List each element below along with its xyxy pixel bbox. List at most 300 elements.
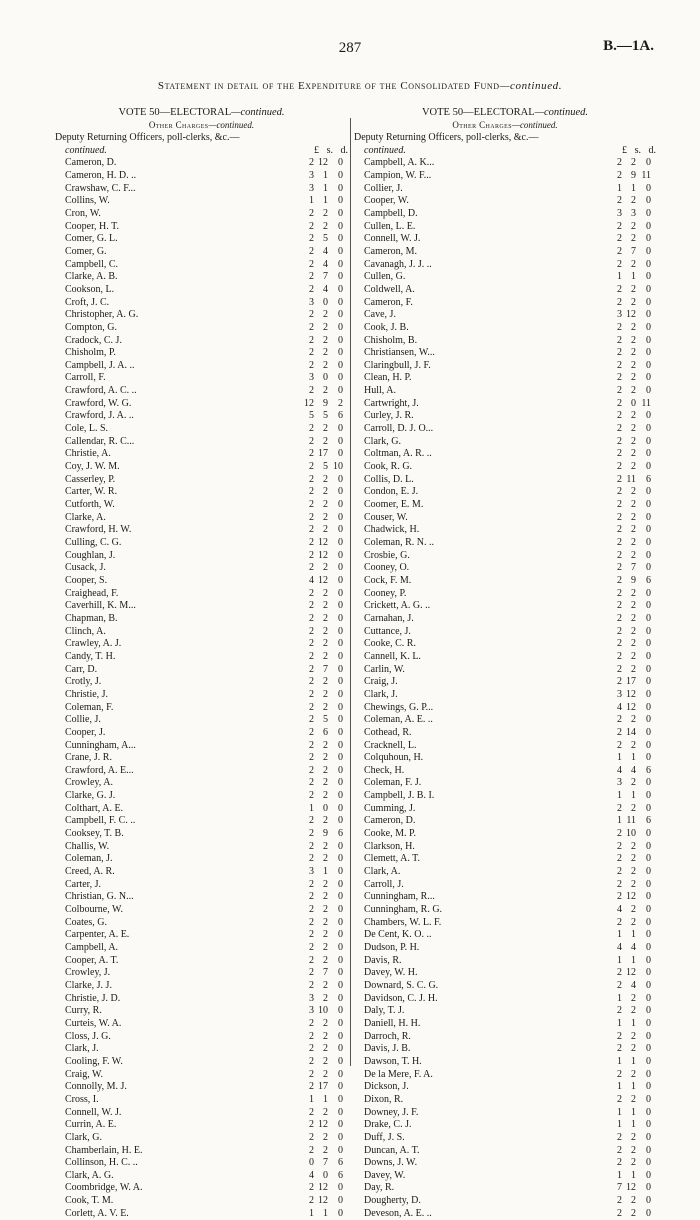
right-vote-title: VOTE 50—ELECTORAL xyxy=(421,107,535,118)
row-name-cell xyxy=(354,752,605,765)
row-pence: 0 xyxy=(646,904,651,916)
row-name: Davis, J. B. xyxy=(364,1043,411,1055)
row-pence: 0 xyxy=(646,499,651,511)
row-amount xyxy=(605,689,651,702)
row-amount xyxy=(605,512,651,525)
row-amount xyxy=(297,626,343,639)
row-name-cell xyxy=(55,752,297,765)
row-shillings: 2 xyxy=(323,942,328,953)
table-row xyxy=(55,588,348,601)
row-amount xyxy=(297,259,343,272)
row-name-cell xyxy=(55,259,297,272)
row-name: Crawford, H. W. xyxy=(65,524,132,536)
row-name-cell xyxy=(354,157,605,170)
row-pounds: 1 xyxy=(309,1207,314,1219)
row-name-cell xyxy=(354,183,605,196)
row-pounds: 2 xyxy=(309,790,314,802)
row-name-cell xyxy=(55,929,297,942)
row-name: Cusack, J. xyxy=(65,562,106,574)
row-name-cell xyxy=(354,1119,605,1132)
row-pence: 0 xyxy=(646,562,651,574)
row-name: Dixon, R. xyxy=(364,1093,404,1105)
row-name-cell xyxy=(55,360,297,373)
table-row xyxy=(55,322,348,335)
row-pounds: 2 xyxy=(309,1144,314,1156)
row-shillings: 2 xyxy=(323,207,328,219)
row-pence: 0 xyxy=(338,726,343,738)
row-amount xyxy=(605,803,651,816)
row-name: Comer, G. L. xyxy=(65,233,118,245)
row-shillings: 5 xyxy=(323,233,328,245)
table-row xyxy=(55,360,348,373)
row-pence: 0 xyxy=(338,1081,343,1093)
row-pence: 0 xyxy=(646,549,651,561)
row-name-cell xyxy=(55,524,297,537)
row-amount xyxy=(297,917,343,930)
row-pounds: 2 xyxy=(309,1182,314,1194)
table-row xyxy=(55,486,348,499)
table-row xyxy=(55,1043,348,1056)
table-row xyxy=(354,208,656,221)
row-pounds: 2 xyxy=(617,473,622,485)
row-pence: 0 xyxy=(646,891,651,903)
table-row xyxy=(354,1018,656,1031)
row-pounds: 1 xyxy=(617,271,622,283)
row-name: Cooper, J. xyxy=(65,726,106,738)
row-amount xyxy=(605,246,651,259)
row-name: Crotly, J. xyxy=(65,676,102,688)
row-pence: 0 xyxy=(338,853,343,865)
row-amount xyxy=(605,448,651,461)
row-pence: 0 xyxy=(646,435,651,447)
table-row xyxy=(354,246,656,259)
row-amount xyxy=(605,1056,651,1069)
row-amount xyxy=(297,436,343,449)
row-name: Coleman, F. xyxy=(65,701,114,713)
row-pounds: 2 xyxy=(617,283,622,295)
row-name-cell xyxy=(354,638,605,651)
table-row xyxy=(354,398,656,411)
row-shillings: 2 xyxy=(323,1131,328,1143)
table-row xyxy=(55,1081,348,1094)
row-name: Cook, R. G. xyxy=(364,461,413,473)
row-name-cell xyxy=(55,550,297,563)
row-name: Cunningham, R. G. xyxy=(364,904,443,916)
row-pounds: 2 xyxy=(309,511,314,523)
row-shillings: 14 xyxy=(626,726,636,738)
row-pounds: 2 xyxy=(617,258,622,270)
table-row xyxy=(354,727,656,740)
row-name-cell xyxy=(55,1182,297,1195)
row-name-cell xyxy=(55,727,297,740)
row-amount xyxy=(605,1018,651,1031)
row-shillings: 2 xyxy=(323,385,328,397)
row-name: Crickett, A. G. .. xyxy=(364,600,431,612)
row-name-cell xyxy=(354,423,605,436)
row-shillings: 2 xyxy=(323,435,328,447)
row-pence: 0 xyxy=(338,1106,343,1118)
table-row xyxy=(354,385,656,398)
row-name: De Cent, K. O. .. xyxy=(364,929,432,941)
row-pence: 0 xyxy=(338,954,343,966)
row-name-cell xyxy=(55,284,297,297)
row-pounds: 2 xyxy=(309,562,314,574)
row-shillings: 7 xyxy=(323,663,328,675)
row-amount xyxy=(605,385,651,398)
row-pounds: 2 xyxy=(309,853,314,865)
row-name-cell xyxy=(55,765,297,778)
row-shillings: 2 xyxy=(323,815,328,827)
table-row xyxy=(354,993,656,1006)
row-amount xyxy=(297,613,343,626)
row-name: Clark, G. xyxy=(65,1131,102,1143)
row-name-cell xyxy=(354,524,605,537)
table-row xyxy=(354,1119,656,1132)
row-shillings: 7 xyxy=(323,967,328,979)
row-pence: 0 xyxy=(338,676,343,688)
row-pounds: 2 xyxy=(617,448,622,460)
row-pounds: 2 xyxy=(309,1030,314,1042)
row-name: Casserley, P. xyxy=(65,473,116,485)
row-amount xyxy=(605,638,651,651)
row-shillings: 1 xyxy=(631,1106,636,1118)
row-amount xyxy=(297,524,343,537)
row-shillings: 2 xyxy=(323,954,328,966)
row-name: Cock, F. M. xyxy=(364,574,412,586)
row-name: Coombridge, W. A. xyxy=(65,1182,143,1194)
row-name-cell xyxy=(55,335,297,348)
row-name-cell xyxy=(55,271,297,284)
table-row xyxy=(55,929,348,942)
row-pence: 0 xyxy=(338,372,343,384)
row-name: Craig, J. xyxy=(364,676,398,688)
row-name: Candy, T. H. xyxy=(65,650,116,662)
row-name: Caverhill, K. M... xyxy=(65,600,136,612)
row-pounds: 2 xyxy=(309,448,314,460)
row-name: Craighead, F. xyxy=(65,587,119,599)
row-pence: 0 xyxy=(646,676,651,688)
row-pence: 0 xyxy=(646,448,651,460)
row-amount xyxy=(297,499,343,512)
row-pence: 0 xyxy=(338,245,343,257)
row-pounds: 2 xyxy=(617,1157,622,1169)
row-pounds: 2 xyxy=(309,891,314,903)
row-pence: 0 xyxy=(338,562,343,574)
row-name-cell xyxy=(354,322,605,335)
row-pounds: 2 xyxy=(617,321,622,333)
row-amount xyxy=(605,1195,651,1208)
row-pence: 0 xyxy=(338,473,343,485)
table-row xyxy=(55,195,348,208)
row-pounds: 2 xyxy=(309,942,314,953)
row-pence: 0 xyxy=(338,283,343,295)
row-amount xyxy=(297,410,343,423)
row-name-cell xyxy=(354,1005,605,1018)
row-shillings: 2 xyxy=(323,524,328,536)
row-name-cell xyxy=(55,600,297,613)
row-amount xyxy=(605,1094,651,1107)
row-name: Crawford, A. C. .. xyxy=(65,385,137,397)
row-amount xyxy=(297,1170,343,1183)
row-pence: 0 xyxy=(646,688,651,700)
row-name-cell xyxy=(354,853,605,866)
row-name-cell xyxy=(354,1107,605,1120)
row-name: Chapman, B. xyxy=(65,612,118,624)
row-amount xyxy=(605,613,651,626)
row-amount xyxy=(605,727,651,740)
row-name-cell xyxy=(55,1005,297,1018)
row-shillings: 7 xyxy=(631,245,636,257)
row-pounds: 1 xyxy=(617,1055,622,1067)
row-shillings: 2 xyxy=(631,385,636,397)
row-shillings: 2 xyxy=(323,423,328,435)
row-pounds: 2 xyxy=(617,461,622,473)
left-other-charges-heading xyxy=(55,119,348,132)
row-pounds: 2 xyxy=(309,587,314,599)
row-shillings: 2 xyxy=(631,1093,636,1105)
row-shillings: 12 xyxy=(626,688,636,700)
row-amount xyxy=(297,461,343,474)
table-row xyxy=(354,1157,656,1170)
row-shillings: 2 xyxy=(323,1106,328,1118)
row-pence: 0 xyxy=(646,296,651,308)
table-row xyxy=(354,448,656,461)
table-row xyxy=(55,815,348,828)
row-shillings: 4 xyxy=(323,245,328,257)
table-row xyxy=(354,157,656,170)
row-pounds: 2 xyxy=(309,904,314,916)
row-name: Cook, T. M. xyxy=(65,1195,114,1207)
right-vote-cont: —continued. xyxy=(534,107,589,118)
row-shillings: 1 xyxy=(631,1119,636,1131)
table-row xyxy=(354,1182,656,1195)
left-pence-header: d. xyxy=(340,144,348,156)
row-pence: 0 xyxy=(646,410,651,422)
row-pence: 0 xyxy=(646,1055,651,1067)
row-pence: 0 xyxy=(646,777,651,789)
row-name: Coomer, E. M. xyxy=(364,499,424,511)
row-name-cell xyxy=(55,1081,297,1094)
row-name: Collier, J. xyxy=(364,182,403,194)
row-pence: 0 xyxy=(338,612,343,624)
row-pounds: 1 xyxy=(617,1169,622,1181)
row-pence: 0 xyxy=(646,992,651,1004)
row-name-cell xyxy=(55,967,297,980)
row-amount xyxy=(297,322,343,335)
row-pence: 0 xyxy=(646,157,651,169)
row-amount xyxy=(605,790,651,803)
row-name: Cron, W. xyxy=(65,207,101,219)
table-row xyxy=(55,955,348,968)
row-pence: 0 xyxy=(338,182,343,194)
row-pence: 0 xyxy=(338,524,343,536)
row-shillings: 1 xyxy=(631,790,636,802)
row-shillings: 1 xyxy=(631,954,636,966)
row-name-cell xyxy=(354,550,605,563)
table-row xyxy=(55,461,348,474)
row-pence: 0 xyxy=(646,853,651,865)
row-name: Crane, J. R. xyxy=(65,752,112,764)
row-name: De la Mere, F. A. xyxy=(364,1068,433,1080)
table-row xyxy=(55,752,348,765)
left-deputy-cont-row xyxy=(55,145,348,158)
row-pence: 0 xyxy=(338,1131,343,1143)
row-pounds: 2 xyxy=(617,891,622,903)
row-amount xyxy=(297,1031,343,1044)
row-amount xyxy=(605,208,651,221)
row-pounds: 2 xyxy=(309,461,314,473)
row-amount xyxy=(605,575,651,588)
row-shillings: 7 xyxy=(323,271,328,283)
row-pounds: 4 xyxy=(617,701,622,713)
row-pence: 0 xyxy=(338,321,343,333)
row-name-cell xyxy=(354,942,605,955)
row-shillings: 2 xyxy=(631,625,636,637)
row-pence: 0 xyxy=(646,790,651,802)
row-shillings: 2 xyxy=(323,562,328,574)
row-shillings: 2 xyxy=(323,916,328,928)
row-pence: 0 xyxy=(646,1017,651,1029)
row-pence: 0 xyxy=(646,1043,651,1055)
row-name-cell xyxy=(354,955,605,968)
row-pounds: 2 xyxy=(617,296,622,308)
row-pounds: 2 xyxy=(617,372,622,384)
row-pounds: 2 xyxy=(617,549,622,561)
row-amount xyxy=(605,891,651,904)
table-row xyxy=(55,474,348,487)
row-pounds: 2 xyxy=(617,435,622,447)
right-other-charges-cont: —continued. xyxy=(511,120,558,130)
table-row xyxy=(55,423,348,436)
row-amount xyxy=(605,1182,651,1195)
row-pence: 0 xyxy=(646,663,651,675)
row-name-cell xyxy=(55,689,297,702)
table-row xyxy=(55,942,348,955)
row-pounds: 2 xyxy=(617,359,622,371)
row-pence: 0 xyxy=(338,929,343,941)
row-pounds: 2 xyxy=(617,802,622,814)
row-amount xyxy=(297,183,343,196)
row-pounds: 2 xyxy=(617,638,622,650)
row-amount xyxy=(297,550,343,563)
row-amount xyxy=(297,1005,343,1018)
row-pounds: 2 xyxy=(309,954,314,966)
row-name: Crawford, J. A. .. xyxy=(65,410,134,422)
row-pounds: 3 xyxy=(309,372,314,384)
row-shillings: 2 xyxy=(323,600,328,612)
table-row xyxy=(55,689,348,702)
row-name-cell xyxy=(354,1018,605,1031)
row-amount xyxy=(605,651,651,664)
row-pounds: 2 xyxy=(617,524,622,536)
row-name-cell xyxy=(55,486,297,499)
row-name-cell xyxy=(55,1170,297,1183)
table-row xyxy=(55,575,348,588)
row-pence: 0 xyxy=(338,549,343,561)
row-pounds: 2 xyxy=(309,258,314,270)
table-row xyxy=(55,1132,348,1145)
row-pounds: 2 xyxy=(617,499,622,511)
row-pence: 0 xyxy=(338,904,343,916)
row-pence: 0 xyxy=(338,511,343,523)
row-name: Clemett, A. T. xyxy=(364,853,421,865)
table-row xyxy=(354,1005,656,1018)
table-row xyxy=(55,600,348,613)
row-pounds: 2 xyxy=(309,714,314,726)
row-pounds: 2 xyxy=(617,866,622,878)
row-amount xyxy=(297,271,343,284)
table-row xyxy=(55,1170,348,1183)
row-name: Condon, E. J. xyxy=(364,486,419,498)
row-pounds: 3 xyxy=(309,169,314,181)
row-name: Cameron, D. xyxy=(65,157,117,169)
row-name-cell xyxy=(55,398,297,411)
row-name: Chisholm, P. xyxy=(65,347,116,359)
row-name: Cumming, J. xyxy=(364,802,416,814)
row-pounds: 2 xyxy=(309,777,314,789)
row-name-cell xyxy=(354,474,605,487)
row-name: Carlin, W. xyxy=(364,663,405,675)
row-pounds: 2 xyxy=(617,334,622,346)
row-amount xyxy=(297,1208,343,1220)
table-row xyxy=(354,638,656,651)
row-shillings: 2 xyxy=(631,511,636,523)
row-pence: 0 xyxy=(646,967,651,979)
row-name: Campbell, C. xyxy=(65,258,119,270)
table-row xyxy=(354,790,656,803)
statement-title xyxy=(60,80,660,92)
row-pence: 0 xyxy=(646,726,651,738)
row-name-cell xyxy=(55,575,297,588)
row-shillings: 1 xyxy=(323,169,328,181)
row-amount xyxy=(297,221,343,234)
table-row xyxy=(354,259,656,272)
row-name: Carter, J. xyxy=(65,878,101,890)
row-pence: 6 xyxy=(646,574,651,586)
left-shillings-header: s. xyxy=(326,144,333,156)
row-shillings: 9 xyxy=(323,397,328,409)
row-name-cell xyxy=(354,879,605,892)
row-pounds: 2 xyxy=(309,157,314,169)
row-pence: 0 xyxy=(646,195,651,207)
row-amount xyxy=(297,1157,343,1170)
row-name: Curley, J. R. xyxy=(364,410,414,422)
row-name-cell xyxy=(55,980,297,993)
row-amount xyxy=(297,208,343,221)
table-row xyxy=(55,284,348,297)
row-pounds: 2 xyxy=(309,1106,314,1118)
row-pence: 0 xyxy=(338,942,343,953)
row-name-cell xyxy=(354,208,605,221)
row-shillings: 2 xyxy=(631,777,636,789)
row-pence: 0 xyxy=(338,625,343,637)
row-amount xyxy=(605,917,651,930)
row-name: Cookson, L. xyxy=(65,283,115,295)
row-name-cell xyxy=(354,702,605,715)
table-row xyxy=(354,740,656,753)
row-name: Dougherty, D. xyxy=(364,1195,421,1207)
row-amount xyxy=(297,803,343,816)
row-shillings: 12 xyxy=(626,1182,636,1194)
row-name-cell xyxy=(354,562,605,575)
row-name: Colthart, A. E. xyxy=(65,802,124,814)
row-pence: 0 xyxy=(338,979,343,991)
row-pounds: 2 xyxy=(309,220,314,232)
row-name: Chisholm, B. xyxy=(364,334,418,346)
table-row xyxy=(354,499,656,512)
row-amount xyxy=(605,904,651,917)
row-shillings: 2 xyxy=(631,1068,636,1080)
